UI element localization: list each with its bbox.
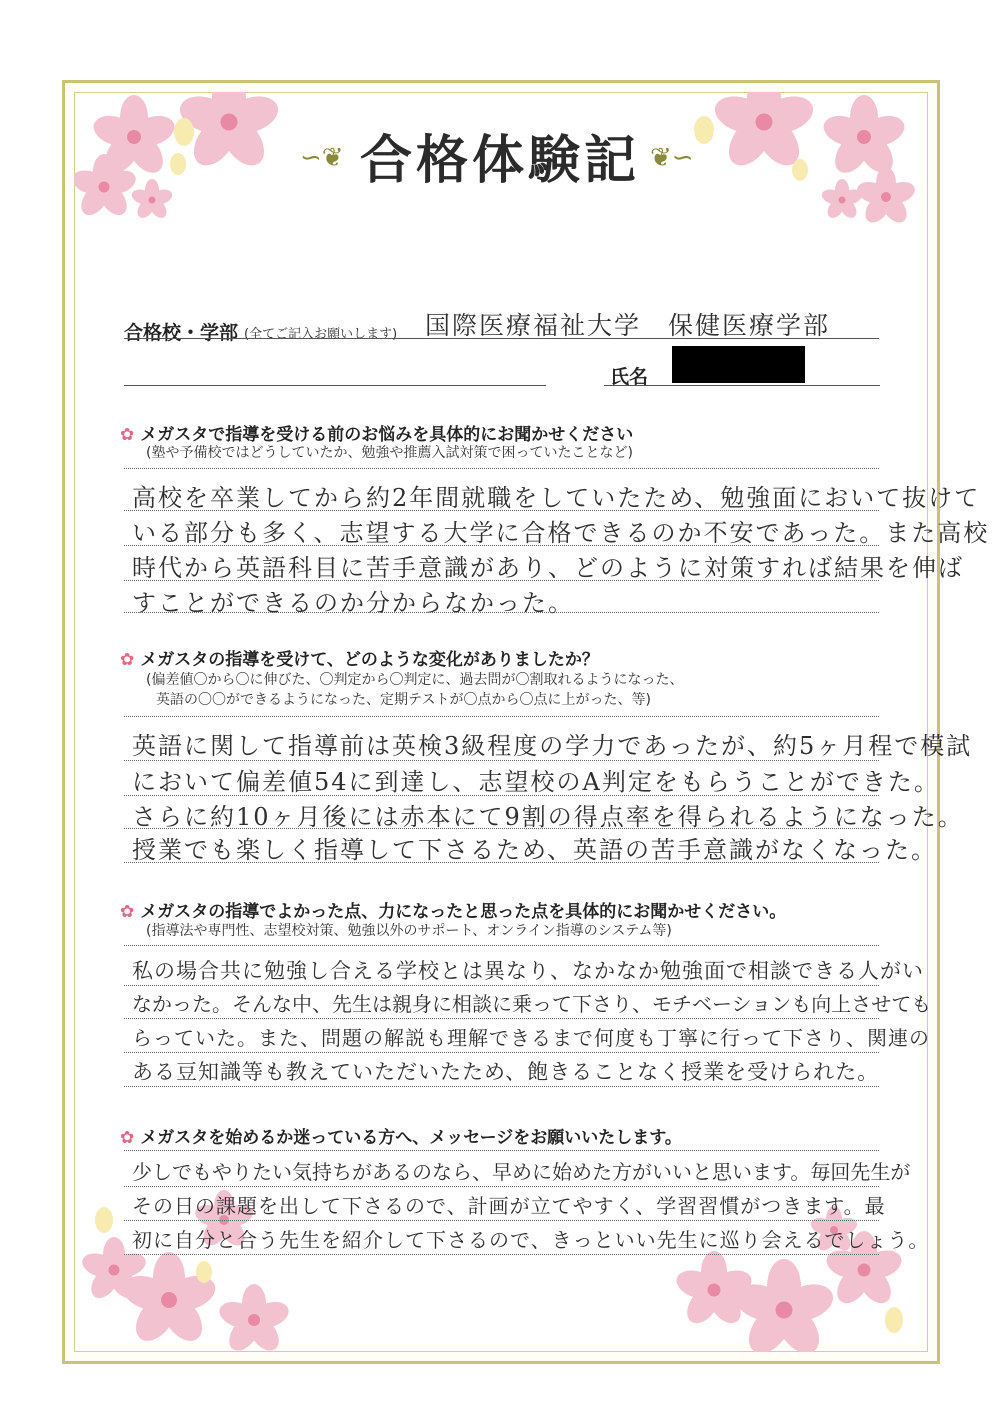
- section-4-heading: [120, 1123, 682, 1148]
- section-4-line-3: 初に自分と合う先生を紹介して下さるので、きっといい先生に巡り会えるでしょう。: [132, 1228, 930, 1252]
- section-3-rule-5: [124, 1086, 879, 1087]
- section-2-line-2: において偏差値54に到達し、志望校のA判定をもらうことができた。: [132, 768, 940, 796]
- title-flourish-left: ∽❦: [300, 143, 344, 173]
- section-1-heading-text: メガスタで指導を受ける前のお悩みを具体的にお聞かせください: [140, 425, 634, 445]
- section-1-line-1: 高校を卒業してから約2年間就職をしていたため、勉強面において抜けて: [132, 484, 981, 512]
- section-3-rule-1: [124, 945, 879, 946]
- title-flourish-right: ❦∽: [650, 143, 694, 173]
- section-2-line-1: 英語に関して指導前は英検3級程度の学力であったが、約5ヶ月程で模試: [132, 732, 973, 760]
- section-3-heading: [120, 897, 786, 922]
- school-underline: [124, 338, 879, 339]
- section-2-sub-2: 英語の〇〇ができるようになった、定期テストが〇点から〇点に上がった、等): [156, 692, 651, 708]
- section-4-rule-3: [124, 1220, 879, 1221]
- section-1-rule-3: [124, 545, 879, 546]
- section-1-line-2: いる部分も多く、志望する大学に合格できるのか不安であった。また高校: [132, 519, 990, 547]
- redacted-name: [672, 346, 805, 383]
- section-1-sub: (塾や予備校ではどうしていたか、勉強や推薦入試対策で困っていたことなど): [146, 445, 633, 461]
- section-2-line-4: 授業でも楽しく指導して下さるため、英語の苦手意識がなくなった。: [132, 836, 938, 864]
- section-3-line-2: なかった。そんな中、先生は親身に相談に乗って下さり、モチベーションも向上させても: [132, 992, 932, 1016]
- blossom-icon: ✿: [120, 1128, 135, 1148]
- section-4-heading-text: メガスタを始めるか迷っている方へ、メッセージをお願いいたします。: [140, 1128, 682, 1148]
- section-3-line-3: らっていた。また、問題の解説も理解できるまで何度も丁寧に行って下さり、関連の: [132, 1026, 930, 1050]
- page-title: 合格体験記: [359, 130, 640, 191]
- section-2-rule-1: [124, 716, 879, 717]
- school-note: (全てご記入お願いします): [244, 327, 398, 342]
- name-label: 氏名: [610, 366, 649, 388]
- school-label: 合格校・学部: [124, 322, 239, 344]
- section-4-line-2: その日の課題を出して下さるので、計画が立てやすく、学習習慣がつきます。最: [132, 1194, 886, 1218]
- section-1-rule-5: [124, 612, 879, 613]
- section-2-line-3: さらに約10ヶ月後には赤本にて9割の得点率を得られるようになった。: [132, 803, 964, 831]
- section-2-heading-text: メガスタの指導を受けて、どのような変化がありましたか？: [140, 650, 599, 670]
- section-3-rule-4: [124, 1052, 879, 1053]
- cherry-blossom-decoration-bottom: [74, 1160, 928, 1352]
- section-1-line-4: すことができるのか分からなかった。: [132, 589, 574, 617]
- school-underline-2: [124, 385, 546, 386]
- section-2-rule-3: [124, 795, 879, 796]
- section-1-rule-2: [124, 510, 879, 511]
- section-2-sub-1: (偏差値〇から〇に伸びた、〇判定から〇判定に、過去問が〇割取れるようになった、: [146, 672, 684, 688]
- blossom-icon: ✿: [120, 902, 135, 922]
- blossom-icon: ✿: [120, 650, 135, 670]
- section-1-line-3: 時代から英語科目に苦手意識があり、どのように対策すれば結果を伸ば: [132, 554, 964, 582]
- blossom-icon: ✿: [120, 425, 135, 445]
- section-2-rule-5: [124, 862, 879, 863]
- section-1-rule-4: [124, 580, 879, 581]
- section-3-rule-2: [124, 985, 879, 986]
- section-2-heading: [120, 645, 599, 670]
- section-1-rule-1: [124, 468, 879, 469]
- section-2-rule-4: [124, 828, 879, 829]
- section-4-rule-4: [124, 1254, 879, 1255]
- section-2-rule-2: [124, 760, 879, 761]
- name-underline: [604, 385, 880, 386]
- section-3-rule-3: [124, 1018, 879, 1019]
- section-3-line-4: ある豆知識等も教えていただいたため、飽きることなく授業を受けられた。: [132, 1060, 880, 1084]
- section-3-sub: (指導法や専門性、志望校対策、勉強以外のサポート、オンライン指導のシステム等): [146, 923, 672, 939]
- section-4-rule-2: [124, 1186, 879, 1187]
- section-4-rule-1: [124, 1150, 879, 1151]
- section-4-line-1: 少しでもやりたい気持ちがあるのなら、早めに始めた方がいいと思います。毎回先生が: [132, 1160, 911, 1184]
- school-value: 国際医療福祉大学 保健医療学部: [425, 311, 831, 340]
- section-3-heading-text: メガスタの指導でよかった点、力になったと思った点を具体的にお聞かせください。: [140, 902, 787, 922]
- section-3-line-1: 私の場合共に勉強し合える学校とは異なり、なかなか勉強面で相談できる人がい: [132, 959, 924, 983]
